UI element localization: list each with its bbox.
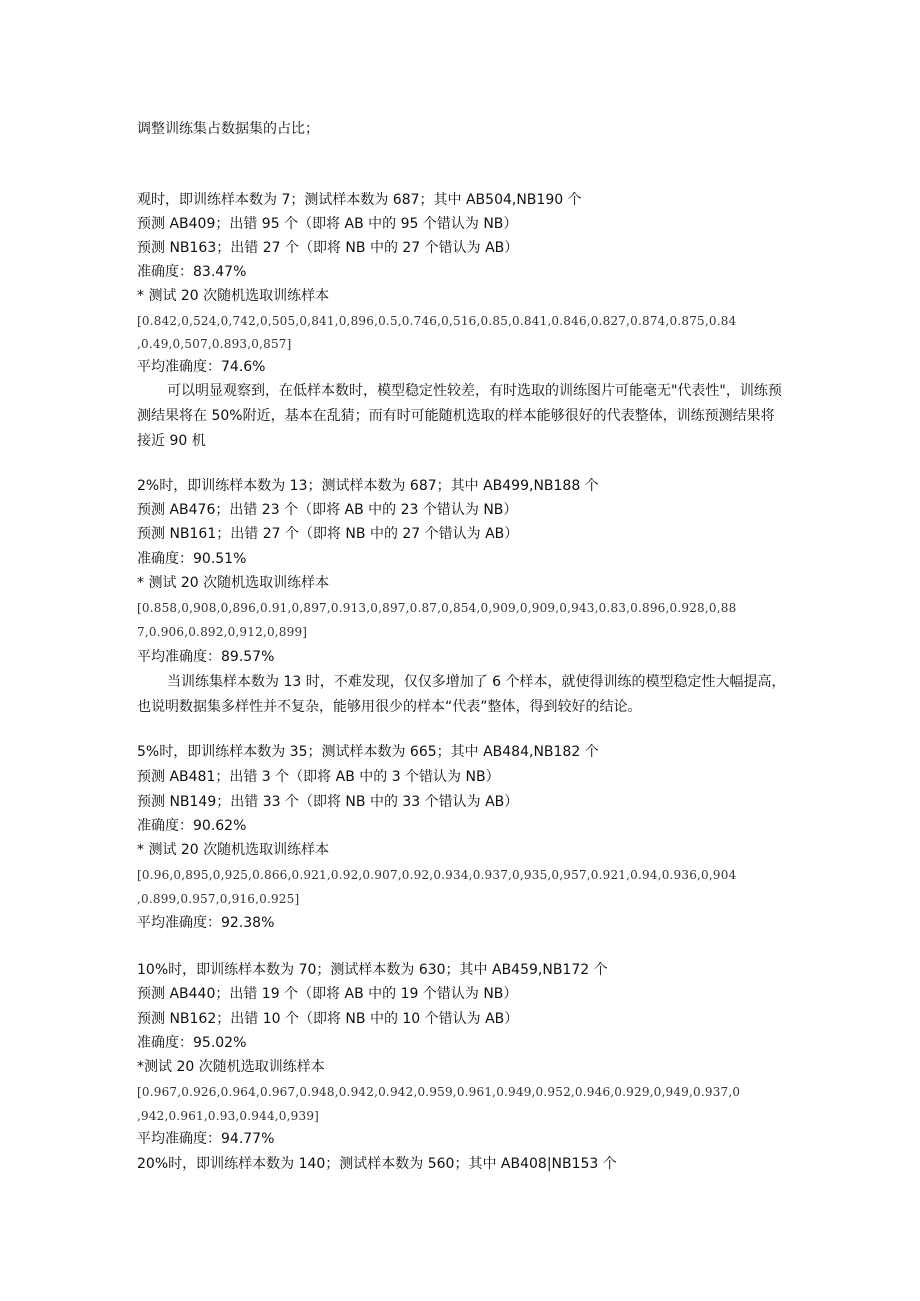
section-2-pred-ab: 预测 AB476；出错 23 个（即将 AB 中的 23 个错认为 NB） (137, 502, 518, 518)
section-4-accuracy: 准确度：95.02% (137, 1035, 247, 1051)
section-4-average: 平均准确度：94.77% (137, 1131, 275, 1147)
section-3-list-line-1: [0.96,0,895,0,925,0.866,0.921,0.92,0.907,0.92,0.934,0.937,0,935,0,957,0.921,0.94,0.936,0,904 (137, 868, 737, 882)
section-3-pred-nb: 预测 NB149；出错 33 个（即将 NB 中的 33 个错认为 AB） (137, 794, 519, 810)
section-2-list-line-1: [0.858,0,908,0,896,0.91,0,897,0.913,0,897,0.87,0,854,0,909,0,909,0,943,0.83,0.896,0.928,0,88 (137, 601, 737, 615)
section-4-test-title: *测试 20 次随机选取训练样本 (137, 1059, 325, 1075)
section-1-accuracy: 准确度：83.47% (137, 264, 247, 280)
section-2-accuracy: 准确度：90.51% (137, 551, 247, 567)
section-1-paragraph: 可以明显观察到，在低样本数时，模型稳定性较差，有时选取的训练图片可能毫无"代表性"，训练预测结果将在 50%附近，基本在乱猜；而有时可能随机选取的样本能够很好的代表整体，训练预测结果将接近 90 机 (137, 383, 782, 449)
section-5-header: 20%时，即训练样本数为 140；测试样本数为 560；其中 AB408|NB153 个 (137, 1156, 617, 1172)
section-1-list-line-2: ,0.49,0,507,0.893,0,857] (137, 337, 292, 351)
section-4-pred-ab: 预测 AB440；出错 19 个（即将 AB 中的 19 个错认为 NB） (137, 986, 518, 1002)
section-4-list-line-1: [0.967,0.926,0.964,0.967,0.948,0.942,0.942,0.959,0.961,0.949,0.952,0.946,0.929,0,949,0.937,0 (137, 1085, 741, 1099)
section-3-accuracy: 准确度：90.62% (137, 818, 247, 834)
section-3-list-line-2: ,0.899,0.957,0,916,0.925] (137, 892, 300, 906)
section-1-pred-ab: 预测 AB409；出错 95 个（即将 AB 中的 95 个错认为 NB） (137, 216, 518, 232)
section-1-average: 平均准确度：74.6% (137, 359, 266, 375)
section-2-paragraph: 当训练集样本数为 13 时，不难发现，仅仅多增加了 6 个样本，就使得训练的模型稳定性大幅提高，也说明数据集多样性并不复杂，能够用很少的样本“代表”整体，得到较好的结论。 (137, 674, 786, 715)
section-1-pred-nb: 预测 NB163；出错 27 个（即将 NB 中的 27 个错认为 AB） (137, 240, 519, 256)
section-3-average: 平均准确度：92.38% (137, 915, 275, 931)
section-4-list-line-2: ,942,0.961,0.93,0.944,0,939] (137, 1109, 320, 1123)
section-3-pred-ab: 预测 AB481；出错 3 个（即将 AB 中的 3 个错认为 NB） (137, 769, 500, 785)
section-3-test-title: * 测试 20 次随机选取训练样本 (137, 842, 330, 858)
section-2-average: 平均准确度：89.57% (137, 649, 275, 665)
section-3-header: 5%时，即训练样本数为 35；测试样本数为 665；其中 AB484,NB182 个 (137, 744, 599, 760)
page-heading: 调整训练集占数据集的占比； (137, 121, 319, 137)
section-2-pred-nb: 预测 NB161；出错 27 个（即将 NB 中的 27 个错认为 AB） (137, 526, 519, 542)
section-4-header: 10%时，即训练样本数为 70；测试样本数为 630；其中 AB459,NB172 个 (137, 962, 608, 978)
section-2-test-title: * 测试 20 次随机选取训练样本 (137, 575, 330, 591)
section-2-list-line-2: 7,0.906,0.892,0,912,0,899] (137, 625, 308, 639)
section-1-test-title: * 测试 20 次随机选取训练样本 (137, 288, 330, 304)
section-1-list-line-1: [0.842,0,524,0,742,0,505,0,841,0,896,0.5,0.746,0,516,0.85,0.841,0.846,0.827,0.874,0.875,0.84 (137, 314, 737, 328)
section-2-header: 2%时，即训练样本数为 13；测试样本数为 687；其中 AB499,NB188 个 (137, 478, 599, 494)
section-4-pred-nb: 预测 NB162；出错 10 个（即将 NB 中的 10 个错认为 AB） (137, 1011, 519, 1027)
section-1-header: 观时，即训练样本数为 7；测试样本数为 687；其中 AB504,NB190 个 (137, 192, 582, 208)
